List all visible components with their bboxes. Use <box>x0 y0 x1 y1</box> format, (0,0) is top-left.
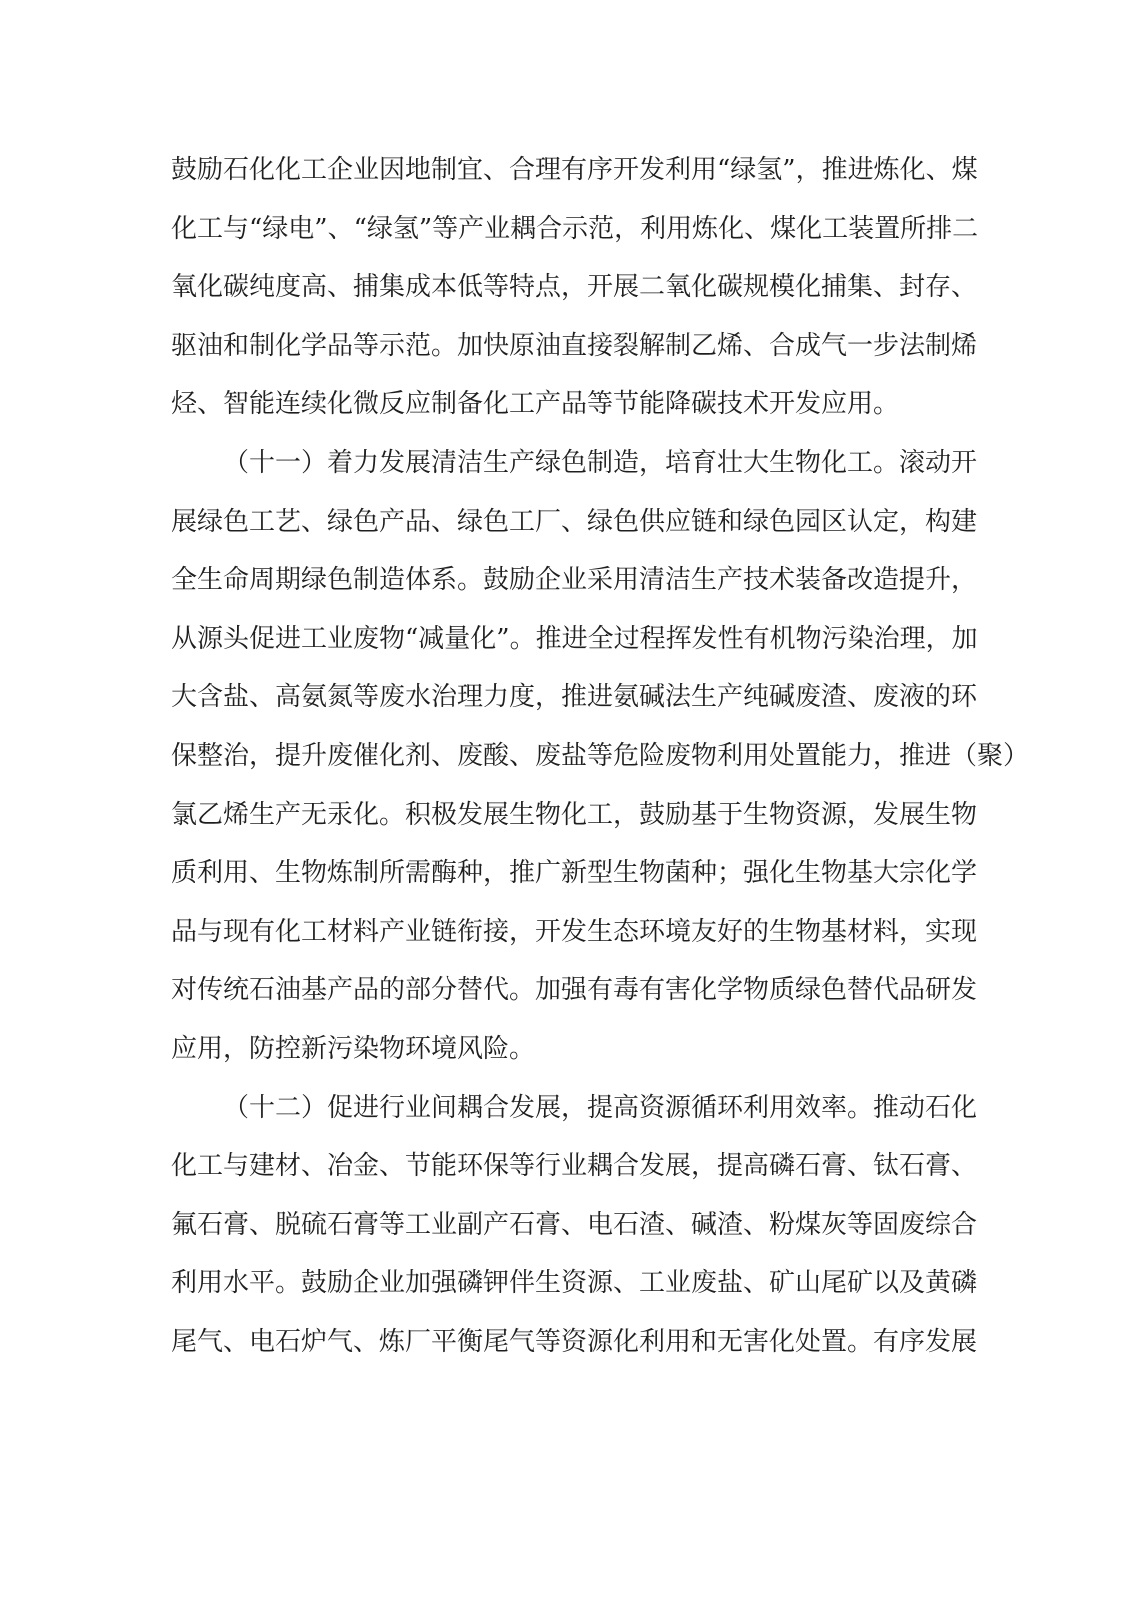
section-heading-line: （十一）着力发展清洁生产绿色制造，培育壮大生物化工。滚动开 <box>223 447 978 478</box>
text-line: 化工与建材、冶金、节能环保等行业耦合发展，提高磷石膏、钛石膏、 <box>171 1151 978 1182</box>
text-line: 品与现有化工材料产业链衔接，开发生态环境友好的生物基材料，实现 <box>171 916 978 947</box>
text-line: 展绿色工艺、绿色产品、绿色工厂、绿色供应链和绿色园区认定，构建 <box>171 506 978 537</box>
paragraph-end-line: 烃、智能连续化微反应制备化工产品等节能降碳技术开发应用。 <box>171 389 900 420</box>
text-line: 利用水平。鼓励企业加强磷钾伴生资源、工业废盐、矿山尾矿以及黄磷 <box>171 1268 978 1299</box>
text-line: 氧化碳纯度高、捕集成本低等特点，开展二氧化碳规模化捕集、封存、 <box>171 272 978 303</box>
text-line: 大含盐、高氨氮等废水治理力度，推进氨碱法生产纯碱废渣、废液的环 <box>171 682 978 713</box>
text-line: 全生命周期绿色制造体系。鼓励企业采用清洁生产技术装备改造提升， <box>171 565 978 596</box>
text-line: 鼓励石化化工企业因地制宜、合理有序开发利用“绿氢”，推进炼化、煤 <box>171 155 978 185</box>
text-line: 保整治，提升废催化剂、废酸、废盐等危险废物利用处置能力，推进（聚） <box>171 740 1030 771</box>
text-line: 尾气、电石炉气、炼厂平衡尾气等资源化利用和无害化处置。有序发展 <box>171 1326 978 1357</box>
section-heading-line: （十二）促进行业间耦合发展，提高资源循环利用效率。推动石化 <box>223 1092 978 1123</box>
text-line: 氟石膏、脱硫石膏等工业副产石膏、电石渣、碱渣、粉煤灰等固废综合 <box>171 1209 978 1240</box>
text-line: 从源头促进工业废物“减量化”。推进全过程挥发性有机物污染治理，加 <box>171 623 978 654</box>
text-line: 氯乙烯生产无汞化。积极发展生物化工，鼓励基于生物资源，发展生物 <box>171 799 978 830</box>
text-line: 对传统石油基产品的部分替代。加强有毒有害化学物质绿色替代品研发 <box>171 975 978 1006</box>
paragraph-end-line: 应用，防控新污染物环境风险。 <box>171 1033 536 1064</box>
body-text <box>171 141 1030 1371</box>
text-line: 化工与“绿电”、“绿氢”等产业耦合示范，利用炼化、煤化工装置所排二 <box>171 213 979 244</box>
text-line: 质利用、生物炼制所需酶种，推广新型生物菌种；强化生物基大宗化学 <box>171 858 978 889</box>
text-line: 驱油和制化学品等示范。加快原油直接裂解制乙烯、合成气一步法制烯 <box>171 330 978 361</box>
